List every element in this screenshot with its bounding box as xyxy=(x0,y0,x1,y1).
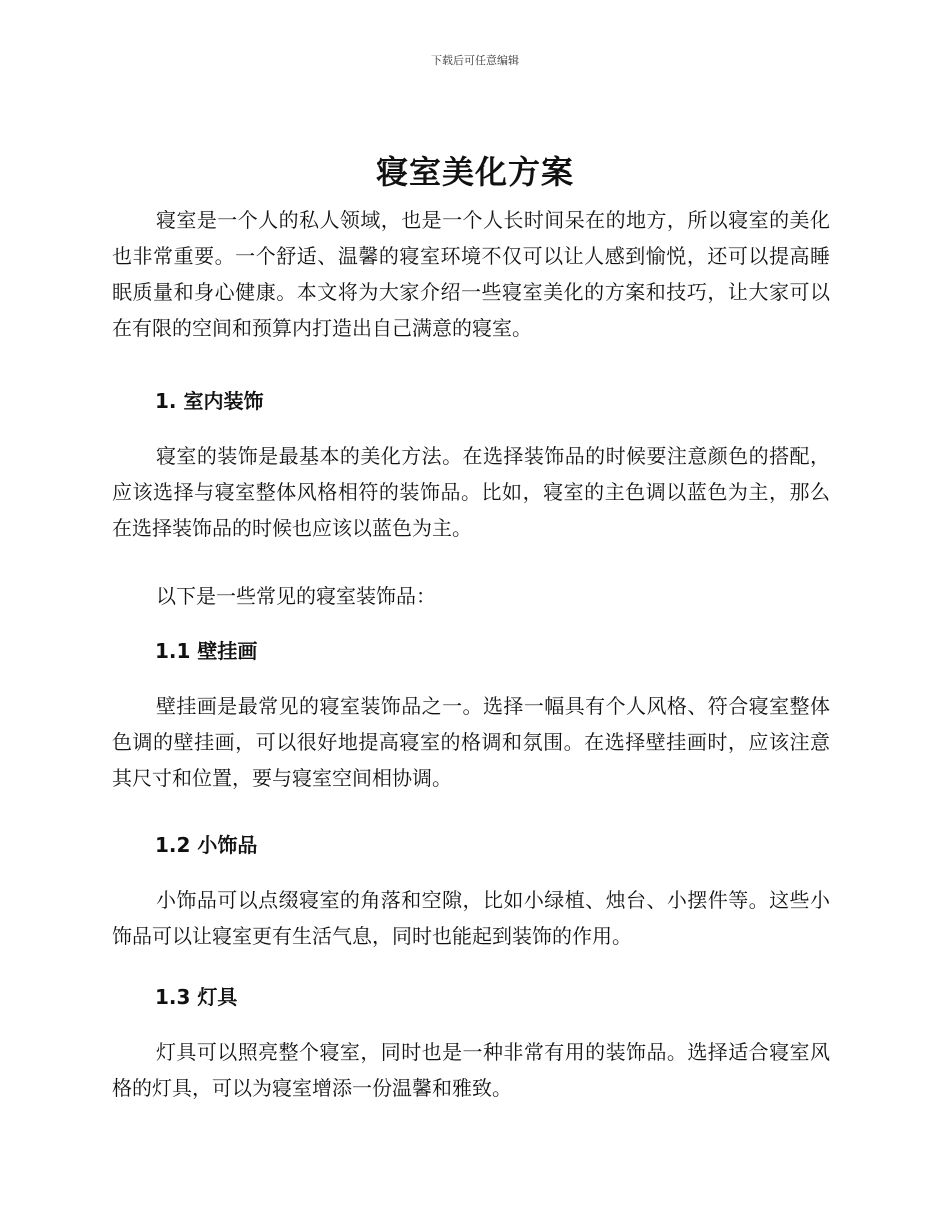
section-heading-1-1: 1.1 壁挂画 xyxy=(155,639,258,663)
section-1-list-intro: 以下是一些常见的寝室装饰品： xyxy=(156,584,436,608)
section-heading-1-2: 1.2 小饰品 xyxy=(155,833,258,857)
section-1-2-paragraph: 小饰品可以点缀寝室的角落和空隙，比如小绿植、烛台、小摆件等。这些小饰品可以让寝室更有生活气息，同时也能起到装饰的作用。 xyxy=(112,888,830,948)
section-1-3-paragraph: 灯具可以照亮整个寝室，同时也是一种非常有用的装饰品。选择适合寝室风格的灯具，可以为寝室增添一份温馨和雅致。 xyxy=(112,1040,830,1100)
section-heading-1-3: 1.3 灯具 xyxy=(155,985,238,1009)
running-header: 下载后可任意编辑 xyxy=(431,54,519,67)
section-heading-1: 1. 室内装饰 xyxy=(155,389,264,413)
intro-paragraph: 寝室是一个人的私人领域，也是一个人长时间呆在的地方，所以寝室的美化也非常重要。一个舒适、温馨的寝室环境不仅可以让人感到愉悦，还可以提高睡眠质量和身心健康。本文将为大家介绍一些寝室美化的方案和技巧，让大家可以在有限的空间和预算内打造出自己满意的寝室。 xyxy=(112,208,830,340)
document-title: 寝室美化方案 xyxy=(375,153,574,191)
section-1-paragraph: 寝室的装饰是最基本的美化方法。在选择装饰品的时候要注意颜色的搭配，应该选择与寝室整体风格相符的装饰品。比如，寝室的主色调以蓝色为主，那么在选择装饰品的时候也应该以蓝色为主。 xyxy=(112,444,830,540)
section-1-1-paragraph: 壁挂画是最常见的寝室装饰品之一。选择一幅具有个人风格、符合寝室整体色调的壁挂画，可以很好地提高寝室的格调和氛围。在选择壁挂画时，应该注意其尺寸和位置，要与寝室空间相协调。 xyxy=(112,694,830,790)
